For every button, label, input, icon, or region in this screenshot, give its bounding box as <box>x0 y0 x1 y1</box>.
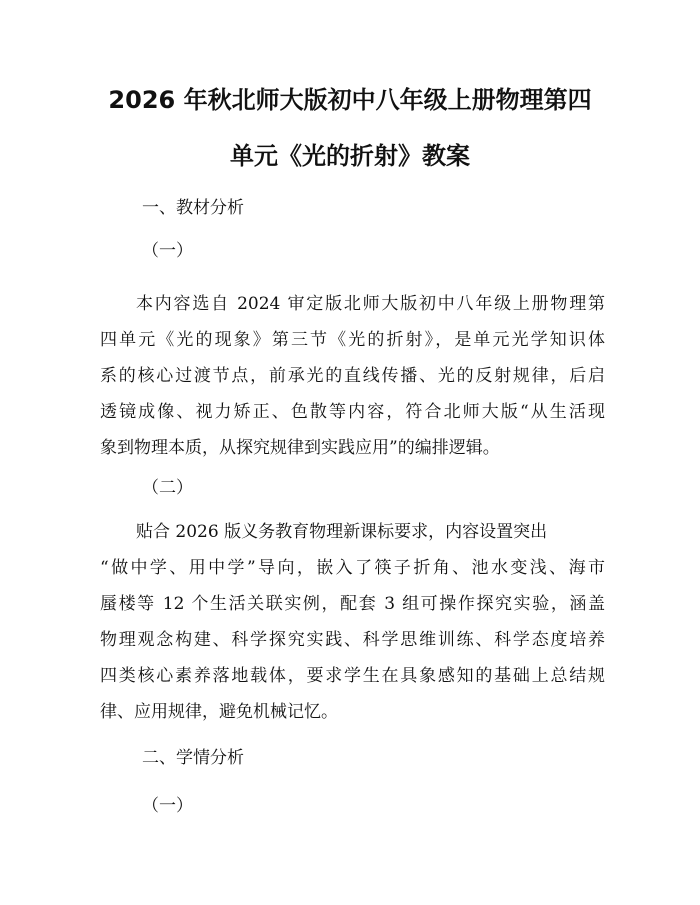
paragraph-line: 律、应用规律，避免机械记忆。 <box>100 702 338 722</box>
paragraph-1-2 <box>100 514 605 730</box>
paragraph-line: “做中学、用中学”导向，嵌入了筷子折角、池水变浅、海市 <box>100 558 605 578</box>
paragraph-line: 象到物理本质，从探究规律到实践应用”的编排逻辑。 <box>100 438 500 458</box>
paragraph-line: 透镜成像、视力矫正、色散等内容，符合北师大版“从生活现 <box>100 402 605 422</box>
section-heading-learner-analysis: 二、学情分析 <box>142 748 244 768</box>
paragraph-1-1 <box>100 286 605 466</box>
paragraph-line: 物理观念构建、科学探究实践、科学思维训练、科学态度培养 <box>100 630 605 650</box>
paragraph-line: 四类核心素养落地载体，要求学生在具象感知的基础上总结规 <box>100 666 605 686</box>
paragraph-line: 本内容选自 2024 审定版北师大版初中八年级上册物理第 <box>136 294 605 314</box>
subsection-label-1-2: （二） <box>142 478 193 498</box>
document-title-line-2: 单元《光的折射》教案 <box>230 142 470 170</box>
subsection-label-1-1: （一） <box>142 241 193 261</box>
paragraph-line: 贴合 2026 版义务教育物理新课标要求，内容设置突出 <box>136 522 548 542</box>
paragraph-line: 四单元《光的现象》第三节《光的折射》，是单元光学知识体 <box>100 330 605 350</box>
document-title-line-1: 2026 年秋北师大版初中八年级上册物理第四 <box>108 86 592 114</box>
subsection-label-2-1: （一） <box>142 796 193 816</box>
paragraph-line: 蜃楼等 12 个生活关联实例，配套 3 组可操作探究实验，涵盖 <box>100 594 605 614</box>
section-heading-textbook-analysis: 一、教材分析 <box>142 198 244 218</box>
paragraph-line: 系的核心过渡节点，前承光的直线传播、光的反射规律，后启 <box>100 366 605 386</box>
